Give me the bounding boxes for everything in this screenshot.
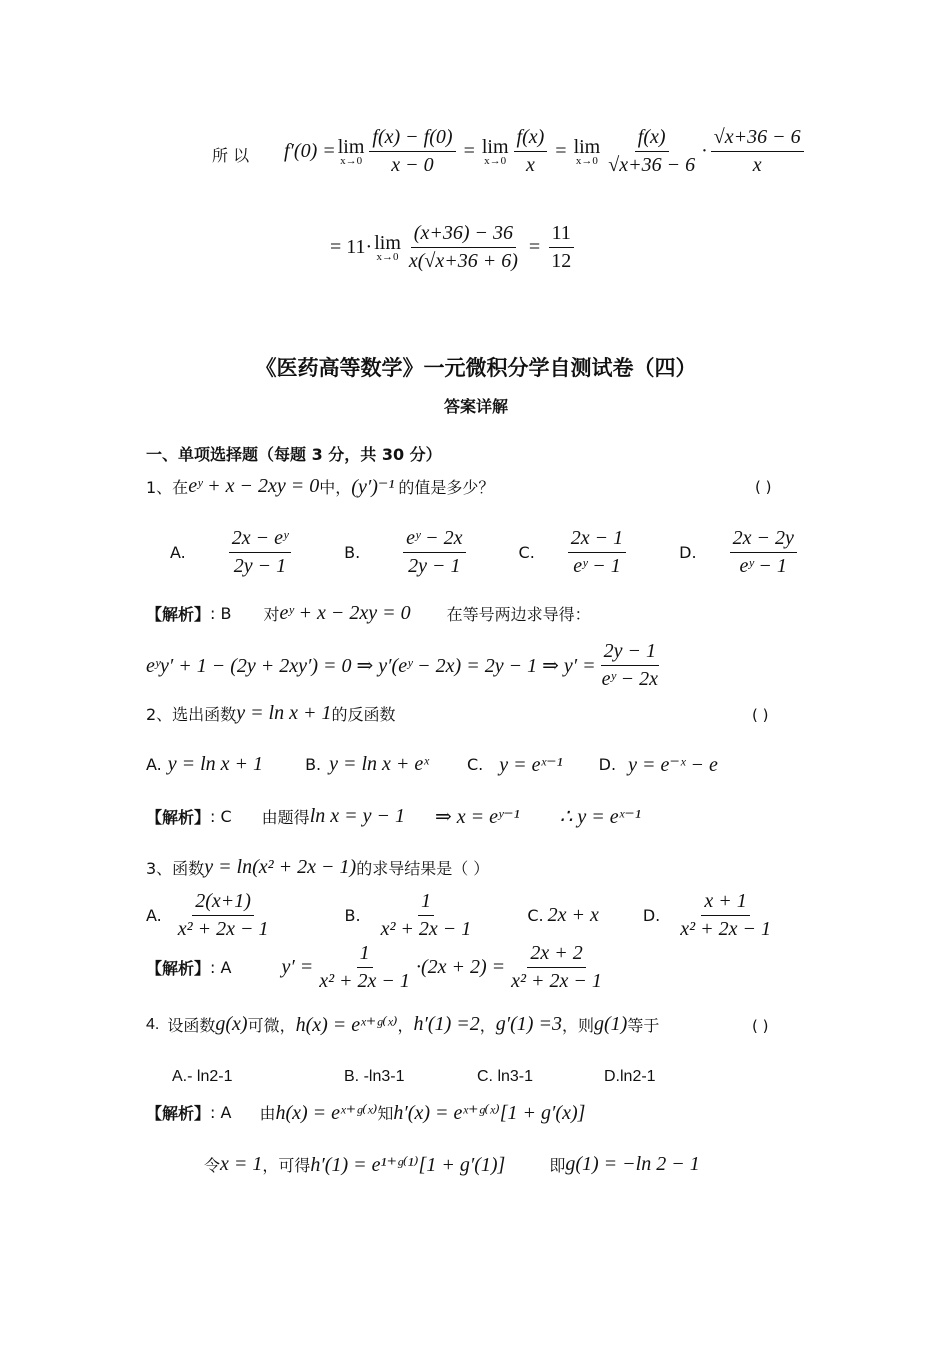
question-4-stem: 4. 设函数 g(x) 可微， h(x) = eˣ⁺ᵍ⁽ˣ⁾ ， h′(1) =2 ， g′(1) =3 ，则 g(1) 等于 bbox=[146, 1013, 660, 1036]
option-b: B. -ln3-1 bbox=[344, 1068, 405, 1085]
limit-equation-1: f′(0) = lim x→0 $\frac{f(x) - f(0)}{x - 0}$ = lim x→0 $\frac{f(x)}{x}$ = lim x→0 $\frac{f(x)}{√x+36 - 6}$ · $\frac{√x+36 - 6}{x}$ bbox=[284, 126, 807, 177]
fraction: $\frac{(x+36) - 36}{x(√x+36 + 6)}$ bbox=[408, 222, 518, 272]
fraction: $\frac{√x+36 - 6}{x}$ bbox=[711, 126, 804, 177]
fraction: $\frac{2y - 1}{\text{eʸ − 2x}}$ bbox=[601, 640, 658, 690]
page-subtitle: 答案详解 bbox=[443, 397, 508, 416]
result-fraction: $\frac{11}{12}$ bbox=[548, 222, 574, 273]
fraction: $\frac{f(x)}{√x+36 - 6}$ bbox=[608, 126, 696, 176]
option-b-fraction: $\frac{\text{eʸ − 2x}}{2y - 1}$ bbox=[403, 527, 465, 578]
option-a-fraction: $\frac{\text{2x − eʸ}}{2y - 1}$ bbox=[229, 527, 291, 578]
fraction: $\frac{f(x)}{x}$ bbox=[514, 126, 548, 177]
question-3-stem: 3、函数 y = ln(x² + 2x − 1) 的求导结果是（ ） bbox=[146, 856, 490, 878]
question-3-options: A. $\frac{2(x+1)}{\text{x² + 2x − 1}}$ B. $\frac{1}{\text{x² + 2x − 1}}$ C. 2x + x D. $\frac{x + 1}{\text{x² + 2x − 1}}$ bbox=[146, 890, 777, 941]
limit-equation-2: = 11· lim x→0 $\frac{(x+36) - 36}{x(√x+36 + 6)}$ = $\frac{11}{12}$ bbox=[330, 222, 577, 273]
question-1-derivation: eʸy′ + 1 − (2y + 2xy′) = 0 ⇒ y′(eʸ − 2x) = 2y − 1 ⇒ y′ = $\frac{2y - 1}{\text{eʸ − 2x}}$ bbox=[146, 640, 664, 691]
lim-operator: lim x→0 bbox=[337, 136, 365, 167]
question-2-stem: 2、选出函数 y = ln x + 1 的反函数 bbox=[146, 702, 396, 724]
lim-operator: lim x→0 bbox=[374, 232, 401, 263]
option-c-fraction: $\frac{2x - 1}{\text{eʸ − 1}}$ bbox=[568, 527, 626, 578]
option-a-fraction: $\frac{2(x+1)}{\text{x² + 2x − 1}}$ bbox=[177, 890, 269, 940]
fraction: $\frac{2x + 2}{\text{x² + 2x − 1}}$ bbox=[511, 942, 602, 992]
option-c: C. ln3-1 bbox=[477, 1068, 534, 1085]
page-title: 《医药高等数学》一元微积分学自测试卷（四） bbox=[255, 356, 697, 380]
answer-paren: ( ) bbox=[755, 478, 772, 496]
option-d: D.ln2-1 bbox=[604, 1068, 656, 1085]
option-b-fraction: $\frac{1}{\text{x² + 2x − 1}}$ bbox=[380, 890, 472, 940]
question-1-stem: 1、在 eʸ + x − 2xy = 0 中， (y′)⁻¹ 的值是多少？ bbox=[146, 475, 495, 498]
question-2-options: A. y = ln x + 1 B. y = ln x + eˣ C. y = eˣ⁻¹ D. y = e⁻ˣ − e bbox=[146, 753, 718, 776]
option-d-fraction: $\frac{x + 1}{\text{x² + 2x − 1}}$ bbox=[680, 890, 771, 940]
option-d-fraction: $\frac{2x - 2y}{\text{eʸ − 1}}$ bbox=[730, 527, 797, 578]
question-4-analysis-line2: 令 x = 1 ，可得 h′(1) = e¹⁺ᵍ⁽¹⁾[1 + g′(1)] 即 g(1) = −ln 2 − 1 bbox=[204, 1153, 700, 1176]
section-heading: 一、单项选择题（每题 3 分，共 30 分） bbox=[146, 445, 442, 464]
answer-paren: ( ) bbox=[752, 706, 769, 724]
lim-operator: lim x→0 bbox=[573, 136, 601, 167]
so-label: 所 以 bbox=[212, 146, 250, 165]
question-2-analysis: 【解析】 : C 由题得 ln x = y − 1 ⇒ x = eʸ⁻¹ ∴ y = eˣ⁻¹ bbox=[146, 805, 641, 828]
option-a: A.- ln2-1 bbox=[172, 1068, 233, 1085]
question-3-analysis: 【解析】 : A y′ = $\frac{1}{\text{x² + 2x − 1}}$ ·(2x + 2) = $\frac{2x + 2}{\text{x² + 2x − 1}}$ bbox=[146, 942, 608, 993]
eq1-lhs: f′(0) = bbox=[284, 140, 336, 162]
fraction: $\frac{1}{\text{x² + 2x − 1}}$ bbox=[319, 942, 410, 992]
question-1-options: A. $\frac{\text{2x − eʸ}}{2y - 1}$ B. $\frac{\text{eʸ − 2x}}{2y - 1}$ C. $\frac{2x - 1}{\text{eʸ − 1}}$ D. $\frac{2x - 2y}{\text{eʸ − 1}}$ bbox=[170, 527, 800, 578]
lim-operator: lim x→0 bbox=[481, 136, 509, 167]
fraction: $\frac{f(x) - f(0)}{x - 0}$ bbox=[369, 126, 455, 177]
question-4-analysis: 【解析】 : A 由 h(x) = eˣ⁺ᵍ⁽ˣ⁾ 知 h′(x) = eˣ⁺ᵍ⁽ˣ⁾[1 + g′(x)] bbox=[146, 1102, 586, 1124]
question-1-analysis: 【解析】 : B 对 eʸ + x − 2xy = 0 在等号两边求导得： bbox=[146, 602, 591, 624]
answer-paren: ( ) bbox=[752, 1017, 769, 1035]
